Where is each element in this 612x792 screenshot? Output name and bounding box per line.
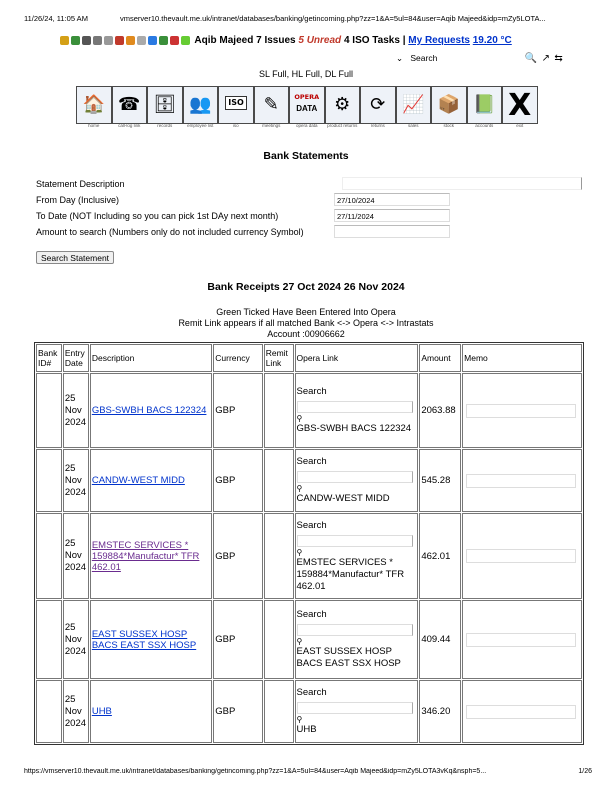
amount-cell: 2063.88 <box>419 373 461 448</box>
opera-match-text: CANDW-WEST MIDD <box>296 493 390 504</box>
nav-tile-opera-data[interactable] <box>289 86 325 124</box>
toolbar-mini-icon[interactable] <box>126 36 135 45</box>
remit-link-cell <box>264 680 294 743</box>
nav-tile-label: iso <box>232 123 239 128</box>
opera-link-cell <box>295 373 419 448</box>
nav-tile-icon: 🗄 <box>153 94 177 115</box>
statement-description-label: Statement Description <box>36 179 125 189</box>
remit-link-cell <box>264 513 294 599</box>
opera-match-text: EAST SUSSEX HOSP BACS EAST SSX HOSP <box>296 646 401 669</box>
nav-tile-label: meetings <box>262 123 281 128</box>
top-status-bar <box>60 35 612 49</box>
description-cell <box>90 600 212 679</box>
currency-cell: GBP <box>213 449 262 512</box>
currency-cell: GBP <box>213 513 262 599</box>
remit-link-cell <box>264 449 294 512</box>
entry-date-month: Nov <box>64 633 82 645</box>
nav-tile-icon: 📦 <box>437 94 460 115</box>
memo-cell <box>462 373 582 448</box>
nav-tile-icon: 📈 <box>402 94 425 115</box>
statement-description-input[interactable] <box>342 177 582 190</box>
opera-search-input[interactable] <box>297 471 413 483</box>
description-link[interactable]: EMSTEC SERVICES * 159884*Manufactur* TFR 462.01 <box>91 539 200 573</box>
nav-tile-label: records <box>157 123 173 128</box>
opera-search-label: Search <box>296 456 327 467</box>
entry-date-year: 2024 <box>64 416 87 428</box>
nav-tile-icon: 🏠 <box>82 94 105 115</box>
amount-cell: 409.44 <box>419 600 461 679</box>
opera-match-text: UHB <box>296 724 317 735</box>
opera-search-label: Search <box>296 687 327 698</box>
table-row <box>36 600 582 679</box>
description-link[interactable]: UHB <box>91 706 112 717</box>
search-icon[interactable]: ⚲ <box>296 484 303 493</box>
print-footer <box>24 768 592 780</box>
amount-label: Amount to search (Numbers only do not included currency Symbol) <box>36 227 304 237</box>
toolbar-mini-icon[interactable] <box>137 36 146 45</box>
nav-tile-returns[interactable] <box>360 86 396 124</box>
bank-id-cell <box>36 513 62 599</box>
toolbar-mini-icon[interactable] <box>71 36 80 45</box>
toolbar-mini-icon[interactable] <box>115 36 124 45</box>
user-name: Aqib Majeed <box>194 35 254 47</box>
search-icon[interactable]: ⚲ <box>296 414 303 423</box>
info-account: Account :00906662 <box>267 329 345 339</box>
table-row <box>36 449 582 512</box>
nav-tile-icon: ✎ <box>263 94 279 115</box>
entry-date-month: Nov <box>64 404 82 416</box>
toolbar-mini-icon[interactable] <box>159 36 168 45</box>
entry-date-cell <box>63 513 89 599</box>
column-header: Currency <box>213 344 262 372</box>
column-header: Bank ID# <box>36 344 62 372</box>
entry-date-cell <box>63 680 89 743</box>
nav-tile-label: exit <box>516 123 524 128</box>
opera-search-input[interactable] <box>297 401 413 413</box>
nav-tile-icon: ISO <box>225 96 247 110</box>
nav-tile-meetings[interactable] <box>254 86 290 124</box>
opera-match-text: GBS-SWBH BACS 122324 <box>296 423 412 434</box>
currency-cell: GBP <box>213 600 262 679</box>
bank-receipts-table <box>34 342 584 745</box>
description-cell <box>90 449 212 512</box>
info-remit-link: Remit Link appears if all matched Bank <-> Opera <-> Intrastats <box>178 318 434 328</box>
opera-search-input[interactable] <box>297 535 413 547</box>
memo-cell <box>462 513 582 599</box>
memo-input[interactable] <box>466 474 576 488</box>
toolbar-mini-icon[interactable] <box>148 36 157 45</box>
nav-tile-label: call-log link <box>118 123 141 128</box>
bank-id-cell <box>36 449 62 512</box>
table-row <box>36 373 582 448</box>
nav-tile-iso[interactable] <box>218 86 254 124</box>
toolbar-mini-icon[interactable] <box>104 36 113 45</box>
ledger-status: SL Full, HL Full, DL Full <box>258 69 354 79</box>
opera-link-cell <box>295 600 419 679</box>
global-search <box>396 53 563 65</box>
temperature-link[interactable]: 19.20 °C <box>472 35 512 47</box>
search-icon[interactable]: ⚲ <box>296 547 303 557</box>
entry-date-cell <box>63 373 89 448</box>
entry-date-day: 25 <box>64 538 76 549</box>
nav-tile-employee-list[interactable] <box>183 86 219 124</box>
nav-tile-records[interactable] <box>147 86 183 124</box>
issues-count[interactable]: 7 Issues <box>256 35 296 47</box>
entry-date-cell <box>63 449 89 512</box>
entry-date-month: Nov <box>64 550 82 561</box>
nav-tile-icon: 👥 <box>189 94 212 115</box>
entry-date-month: Nov <box>64 705 82 717</box>
description-link[interactable]: EAST SUSSEX HOSP BACS EAST SSX HOSP <box>91 628 197 651</box>
bank-id-cell <box>36 373 62 448</box>
opera-search-label: Search <box>296 386 327 397</box>
nav-tile-label: accounts <box>475 123 494 128</box>
entry-date-year: 2024 <box>64 645 87 657</box>
nav-tile-icon: 📗 <box>473 94 496 115</box>
toolbar-mini-icon[interactable] <box>82 36 91 45</box>
entry-date-month: Nov <box>64 474 82 486</box>
entry-date-day: 25 <box>64 462 76 474</box>
print-timestamp: 11/26/24, 11:05 AM <box>24 14 88 23</box>
search-icon[interactable]: 🔍 <box>524 53 538 64</box>
bank-id-cell <box>36 680 62 743</box>
description-cell <box>90 513 212 599</box>
amount-cell: 346.20 <box>419 680 461 743</box>
table-row <box>36 513 582 599</box>
toolbar-mini-icon[interactable] <box>170 36 179 45</box>
memo-cell <box>462 449 582 512</box>
toolbar-mini-icon[interactable] <box>60 36 69 45</box>
unread-count[interactable]: 5 Unread <box>298 35 342 47</box>
receipts-info <box>0 307 612 340</box>
opera-link-cell <box>295 680 419 743</box>
entry-date-year: 2024 <box>64 562 87 573</box>
search-input[interactable]: Search <box>410 53 438 63</box>
footer-url: https://vmserver10.thevault.me.uk/intranet/databases/banking/getincoming.php?zz=1&A=5ul=84&user=Aqib Majeed&idp=mZy5LOTA3vKq&nsph=5... <box>24 768 487 775</box>
entry-date-year: 2024 <box>64 486 87 498</box>
column-header: Opera Link <box>295 344 419 372</box>
amount-cell: 545.28 <box>419 449 461 512</box>
external-link-icon[interactable]: ↗ <box>541 53 550 64</box>
entry-date-day: 25 <box>64 392 76 404</box>
table-row <box>36 680 582 743</box>
column-header: Amount <box>419 344 461 372</box>
opera-search-input[interactable] <box>297 624 413 636</box>
nav-tile-label: employee list <box>187 123 214 128</box>
currency-cell: GBP <box>213 373 262 448</box>
search-statement-button[interactable]: Search Statement <box>36 251 114 264</box>
nav-tile-exit[interactable] <box>502 86 538 124</box>
remit-link-cell <box>264 373 294 448</box>
memo-input[interactable] <box>466 705 576 719</box>
nav-tile-icon: ⚙ <box>334 94 351 115</box>
memo-input[interactable] <box>466 549 576 563</box>
nav-tile-label: sales <box>407 123 419 128</box>
print-header <box>24 14 592 26</box>
nav-tile-sales[interactable] <box>396 86 432 124</box>
nav-tile-stock[interactable] <box>431 86 467 124</box>
nav-tile-label: opera data <box>295 123 318 128</box>
entry-date-cell <box>63 600 89 679</box>
iso-tasks-count[interactable]: 4 ISO Tasks | <box>343 35 406 47</box>
nav-tile-icon: X <box>508 88 532 123</box>
from-day-label: From Day (Inclusive) <box>36 195 120 205</box>
nav-tile-icon: ⟳ <box>370 94 386 115</box>
nav-tile-product-returns[interactable] <box>325 86 361 124</box>
my-requests-link[interactable]: My Requests <box>408 35 470 47</box>
nav-tile-icon: OPERA <box>294 93 320 101</box>
from-day-input[interactable]: 27/10/2024 <box>334 193 450 206</box>
nav-tile-home[interactable] <box>76 86 112 124</box>
amount-cell: 462.01 <box>419 513 461 599</box>
nav-tile-icon-sub: DATA <box>296 104 318 113</box>
column-header: Description <box>90 344 212 372</box>
nav-tile-label: stock <box>443 123 454 128</box>
nav-tile-label: product returns <box>327 123 358 128</box>
remit-link-cell <box>264 600 294 679</box>
nav-tile-icon: ☎ <box>118 94 141 115</box>
nav-icon-labels <box>76 123 538 128</box>
search-icon[interactable]: ⚲ <box>296 715 303 724</box>
currency-cell: GBP <box>213 680 262 743</box>
memo-cell <box>462 600 582 679</box>
opera-search-label: Search <box>296 519 327 531</box>
description-cell <box>90 680 212 743</box>
column-header: Entry Date <box>63 344 89 372</box>
table-header-row <box>36 344 582 372</box>
opera-link-cell <box>295 513 419 599</box>
opera-match-text: EMSTEC SERVICES * 159884*Manufactur* TFR 462.01 <box>296 556 405 592</box>
memo-cell <box>462 680 582 743</box>
nav-tile-call-log-link[interactable] <box>112 86 148 124</box>
chevron-down-icon[interactable]: ⌄ <box>396 53 404 63</box>
nav-tile-label: returns <box>370 123 385 128</box>
opera-search-label: Search <box>296 609 327 620</box>
print-url: vmserver10.thevault.me.uk/intranet/databases/banking/getincoming.php?zz=1&A=5ul=84&user=Aqib Majeed&idp=mZy5LOTA... <box>120 14 546 23</box>
to-date-input[interactable]: 27/11/2024 <box>334 209 450 222</box>
opera-link-cell <box>295 449 419 512</box>
to-date-label: To Date (NOT Including so you can pick 1st DAy next month) <box>36 211 279 221</box>
search-icon[interactable]: ⚲ <box>296 637 303 646</box>
column-header: Memo <box>462 344 582 372</box>
opera-search-input[interactable] <box>297 702 413 714</box>
memo-input[interactable] <box>466 404 576 418</box>
refresh-icon[interactable]: ⇆ <box>554 53 563 64</box>
description-link[interactable]: GBS-SWBH BACS 122324 <box>91 405 207 416</box>
entry-date-year: 2024 <box>64 717 87 729</box>
receipts-title: Bank Receipts 27 Oct 2024 26 Nov 2024 <box>207 281 405 293</box>
page-number: 1/26 <box>578 768 592 775</box>
bank-id-cell <box>36 600 62 679</box>
amount-input[interactable] <box>334 225 450 238</box>
page-title: Bank Statements <box>263 150 349 162</box>
description-link[interactable]: CANDW-WEST MIDD <box>91 475 185 486</box>
nav-tile-label: home <box>88 123 100 128</box>
toolbar-mini-icons <box>60 35 192 46</box>
toolbar-mini-icon[interactable] <box>93 36 102 45</box>
entry-date-day: 25 <box>64 621 76 633</box>
nav-tile-accounts[interactable] <box>467 86 503 124</box>
description-cell <box>90 373 212 448</box>
entry-date-day: 25 <box>64 693 76 705</box>
toolbar-mini-icon[interactable] <box>181 36 190 45</box>
statement-search-form <box>36 177 596 263</box>
info-green-ticked: Green Ticked Have Been Entered Into Opera <box>216 307 396 317</box>
memo-input[interactable] <box>466 633 576 647</box>
column-header: Remit Link <box>264 344 294 372</box>
